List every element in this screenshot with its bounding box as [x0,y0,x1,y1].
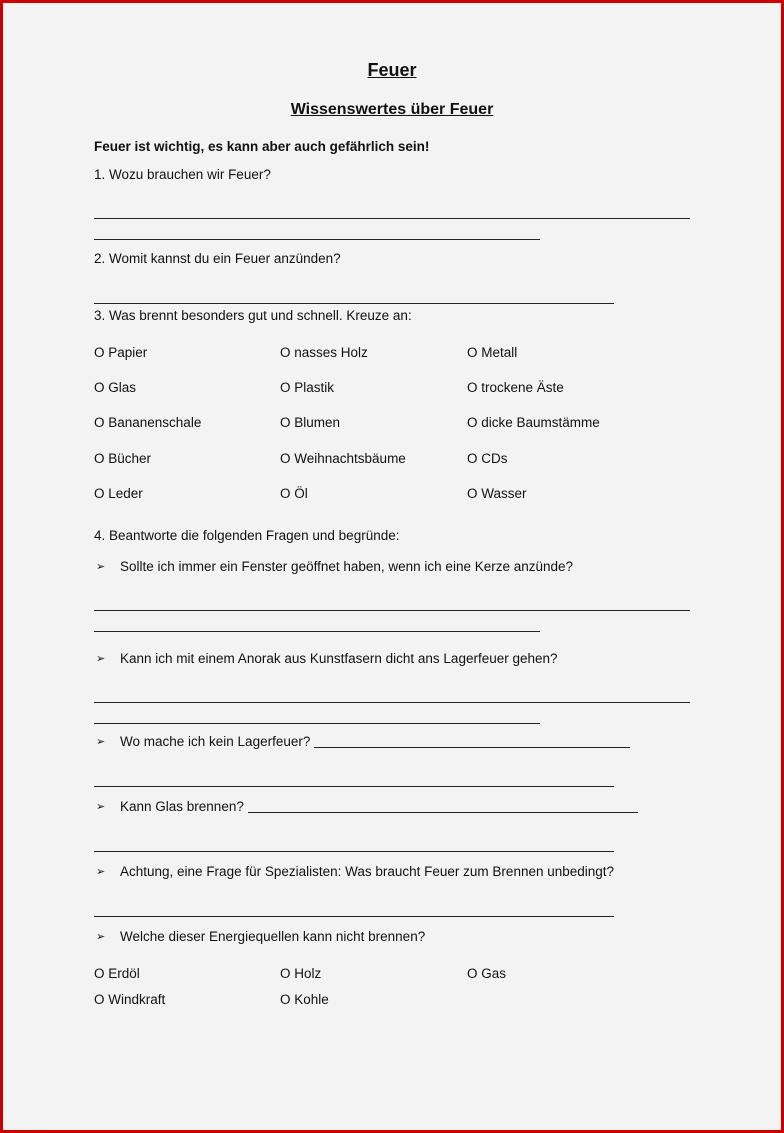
answer-line[interactable] [94,786,614,787]
bullet-item [96,864,614,879]
checkbox-option[interactable]: O CDs [467,451,508,466]
question-2: 2. Womit kannst du ein Feuer anzünden? [94,251,341,266]
bullet-item [96,559,573,574]
checkbox-option[interactable]: O Papier [94,345,148,360]
checkbox-option[interactable]: O trockene Äste [467,380,564,395]
bullet-text: Welche dieser Energiequellen kann nicht brennen? [120,929,426,944]
bullet-item [96,734,630,749]
bullet-text: Sollte ich immer ein Fenster geöffnet haben, wenn ich eine Kerze anzünde? [120,559,574,574]
checkbox-option[interactable]: O Wasser [467,486,527,501]
checkbox-option[interactable]: O Öl [280,486,308,501]
arrowhead-bullet-icon: ➢ [96,931,106,943]
arrowhead-bullet-icon: ➢ [96,561,106,573]
checkbox-option[interactable]: O Blumen [280,415,341,430]
page-title: Feuer [367,60,417,80]
bullet-text: Wo mache ich kein Lagerfeuer? [120,734,311,749]
answer-line[interactable] [94,702,690,703]
inline-answer-line[interactable] [314,735,630,748]
answer-line[interactable] [94,851,614,852]
answer-line[interactable] [94,218,690,219]
bullet-item [96,929,425,944]
question-3: 3. Was brennt besonders gut und schnell. Kreuze an: [94,308,412,323]
answer-line[interactable] [94,631,540,632]
answer-line[interactable] [94,303,614,304]
arrowhead-bullet-icon: ➢ [96,736,106,748]
answer-line[interactable] [94,723,540,724]
answer-line[interactable] [94,916,614,917]
intro-text: Feuer ist wichtig, es kann aber auch gefährlich sein! [94,139,430,154]
question-4: 4. Beantworte die folgenden Fragen und begründe: [94,528,400,543]
checkbox-option[interactable]: O Holz [280,966,322,981]
question-1: 1. Wozu brauchen wir Feuer? [94,167,271,182]
checkbox-option[interactable]: O dicke Baumstämme [467,415,600,430]
checkbox-option[interactable]: O Bücher [94,451,152,466]
checkbox-option[interactable]: O Metall [467,345,518,360]
arrowhead-bullet-icon: ➢ [96,801,106,813]
bullet-item [96,799,638,814]
checkbox-option[interactable]: O Windkraft [94,992,166,1007]
checkbox-option[interactable]: O Kohle [280,992,329,1007]
checkbox-option[interactable]: O Glas [94,380,137,395]
checkbox-option[interactable]: O Erdöl [94,966,140,981]
checkbox-option[interactable]: O Bananenschale [94,415,202,430]
inline-answer-line[interactable] [248,800,638,813]
page-subtitle: Wissenswertes über Feuer [290,101,494,118]
checkbox-option[interactable]: O Weihnachtsbäume [280,451,406,466]
arrowhead-bullet-icon: ➢ [96,866,106,878]
answer-line[interactable] [94,610,690,611]
checkbox-option[interactable]: O nasses Holz [280,345,368,360]
checkbox-option[interactable]: O Gas [467,966,507,981]
answer-line[interactable] [94,239,540,240]
bullet-item [96,651,558,666]
arrowhead-bullet-icon: ➢ [96,653,106,665]
bullet-text: Kann Glas brennen? [120,799,244,814]
bullet-text: Achtung, eine Frage für Spezialisten: Was braucht Feuer zum Brennen unbedingt? [120,864,615,879]
bullet-text: Kann ich mit einem Anorak aus Kunstfasern dicht ans Lagerfeuer gehen? [120,651,558,666]
checkbox-option[interactable]: O Leder [94,486,143,501]
checkbox-option[interactable]: O Plastik [280,380,335,395]
